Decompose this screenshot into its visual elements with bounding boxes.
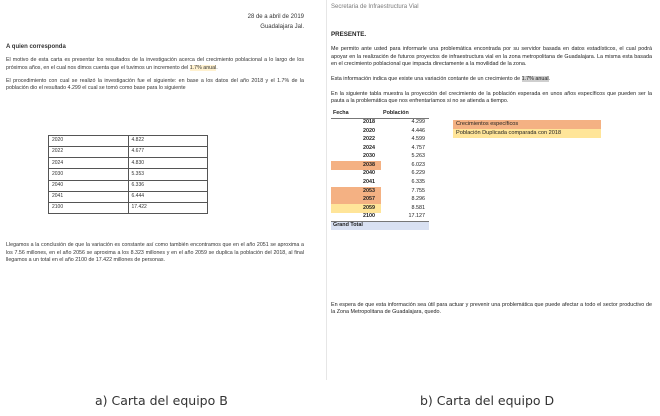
letter-team-d	[326, 0, 660, 380]
population-cell: 7.755	[411, 187, 425, 194]
table-row	[331, 118, 429, 127]
caption-team-b: a) Carta del equipo B	[95, 393, 228, 408]
table-row	[331, 153, 429, 162]
year-cell: 2038	[331, 161, 381, 170]
population-cell: 17.127	[408, 213, 425, 220]
population-cell: 4.830	[128, 158, 208, 169]
legend-doubled-population: Población Duplicada comparada con 2018	[453, 129, 601, 138]
paragraph-closing: En espera de que esta información sea útil para actuar y prevenir una problemática que puede afectar a todo el sector productivo de la Zona Metropolitana de Guadalajara, quedo.	[331, 301, 652, 315]
year-cell: 2030	[49, 169, 129, 180]
grand-total-value	[381, 221, 429, 230]
table-row	[331, 135, 429, 144]
population-cell: 5.353	[128, 169, 208, 180]
letter-date: 28 de a abril de 2019	[247, 14, 304, 20]
table-row	[331, 127, 429, 136]
year-cell: 2053	[331, 187, 381, 196]
header-poblacion: Población	[381, 110, 429, 119]
population-cell: 17.422	[128, 202, 208, 213]
table-row	[331, 196, 429, 205]
letter-team-b	[0, 0, 310, 380]
population-cell: 4.677	[128, 147, 208, 158]
year-cell: 2020	[363, 127, 375, 134]
paragraph-conclusion: Llegamos a la conclusión de que la variación es constante así como también encontramos que en el año 2051 se aproxima a los 7.56 millones, en el año 2056 se aproxima a los 8.323 millones y en el año 2059 se duplica la población del 2018, al final llegamos a un total en el año 2100 de 17.422 millones de personas.	[6, 242, 304, 263]
table-row	[49, 202, 208, 213]
year-cell: 2059	[331, 204, 381, 213]
table-area	[331, 110, 652, 268]
population-table-b	[48, 135, 208, 214]
population-cell: 4.599	[411, 136, 425, 143]
table-row	[49, 180, 208, 191]
paragraph-intro: El motivo de esta carta es presentar los resultados de la investigación acerca del crecimiento poblacional a lo largo de los próximos años, en el cual nos dimos cuenta que el tuvimos un incremento del 1.7% anual.	[6, 57, 304, 71]
year-cell: 2024	[363, 144, 375, 151]
year-cell: 2030	[363, 153, 375, 160]
year-cell: 2041	[49, 191, 129, 202]
population-table-d	[331, 110, 429, 230]
paragraph-rate-d: Esta información indica que existe una variación contante de un crecimiento de 1.7% anual.	[331, 76, 551, 83]
growth-rate-highlight: 1.7% anual	[189, 64, 217, 71]
table-row	[331, 213, 429, 222]
year-cell: 2018	[363, 119, 375, 126]
year-cell: 2040	[363, 170, 375, 177]
paragraph-table-intro: En la siguiente tabla muestra la proyección del crecimiento de la población esperada en unos años específicos que pueden ser la pauta a la problemática que nos enfrentaríamos si no se atienda a tiempo.	[331, 91, 652, 105]
table-row	[49, 147, 208, 158]
population-cell: 4.757	[411, 144, 425, 151]
year-cell: 2100	[363, 213, 375, 220]
table-row	[49, 169, 208, 180]
population-cell: 4.446	[411, 127, 425, 134]
table-row	[331, 187, 429, 196]
population-cell: 4.299	[411, 119, 425, 126]
year-cell: 2040	[49, 180, 129, 191]
caption-team-d: b) Carta del equipo D	[420, 393, 555, 408]
population-cell: 4.822	[128, 135, 208, 146]
year-cell: 2024	[49, 158, 129, 169]
table-legend	[453, 120, 601, 138]
population-cell: 8.296	[411, 196, 425, 203]
letter-city: Guadalajara Jal.	[260, 24, 304, 31]
table-row	[49, 135, 208, 146]
salutation: A quien corresponda	[6, 43, 66, 50]
year-cell: 2022	[49, 147, 129, 158]
population-cell: 8.581	[411, 204, 425, 211]
population-cell: 6.023	[411, 161, 425, 168]
paragraph-intro-d: Me permito ante usted para informarle una problemática encontrada por su servidor basada en datos estadísticos, el cual podrá apoyar en la realización de futuros proyectos de infraestructura vial en la zona metropolitana de Guadalajara. La misma esta basada en el crecimiento poblacional que impacta directamente a la movilidad de la zona.	[331, 46, 652, 67]
table-row	[331, 178, 429, 187]
year-cell: 2022	[363, 136, 375, 143]
grand-total-row	[331, 221, 429, 230]
letter-header: Secretaria de Infraestructura Vial	[331, 4, 419, 10]
year-cell: 2041	[363, 179, 375, 186]
presente-heading: PRESENTE.	[331, 31, 367, 39]
population-cell: 6.335	[411, 179, 425, 186]
table-row	[331, 170, 429, 179]
growth-rate-highlight-d: 1.7% anual	[521, 76, 549, 83]
table-row	[331, 161, 429, 170]
grand-total-label: Grand Total	[331, 221, 381, 230]
population-cell: 6.444	[128, 191, 208, 202]
population-cell: 5.263	[411, 153, 425, 160]
legend-specific-growth: Crecimientos específicos	[453, 120, 601, 129]
population-cell: 6.229	[411, 170, 425, 177]
table-row	[331, 144, 429, 153]
population-cell: 6.336	[128, 180, 208, 191]
year-cell: 2020	[49, 135, 129, 146]
header-fecha: Fecha	[331, 110, 381, 119]
year-cell: 2100	[49, 202, 129, 213]
year-cell: 2057	[331, 196, 381, 205]
table-row	[331, 204, 429, 213]
paragraph-procedure: El procedimiento con cual se realizó la investigación fue el siguiente: en base a los datos del año 2018 y el 1.7% de la población dio el resultado 4.299 el cual se tomó como base para lo siguiente	[6, 78, 304, 92]
table-row	[49, 158, 208, 169]
table-row	[49, 191, 208, 202]
